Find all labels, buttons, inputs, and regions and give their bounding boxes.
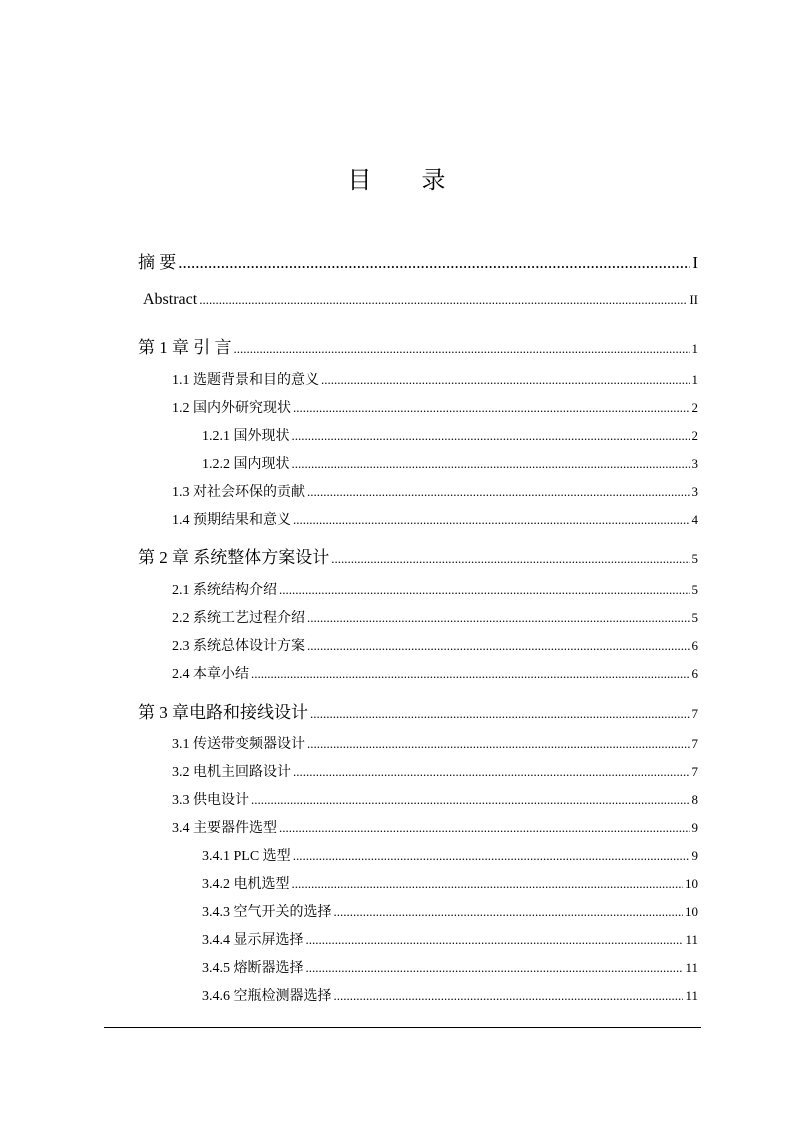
toc-entry-page: 5 — [691, 551, 698, 566]
toc-entry-page: 11 — [685, 960, 698, 975]
toc-leader — [307, 484, 690, 500]
toc-leader — [334, 988, 684, 1004]
toc-entry-3-2[interactable] — [172, 761, 698, 781]
toc-entry-label: 3.1 传送带变频器设计 — [172, 737, 305, 752]
toc-leader — [331, 551, 689, 567]
toc-leader — [307, 610, 690, 626]
toc-leader — [307, 638, 690, 654]
toc-entry-label: 第 1 章 引 言 — [138, 338, 232, 357]
toc-entry-label: 2.2 系统工艺过程介绍 — [172, 611, 305, 626]
toc-leader — [251, 792, 690, 808]
toc-entry-3-1[interactable] — [172, 733, 698, 753]
toc-entry-page: 5 — [691, 610, 698, 625]
toc-entry-page: II — [689, 292, 698, 307]
toc-entry-page: 10 — [685, 904, 698, 919]
toc-leader — [234, 341, 690, 357]
toc-entry-label: Abstract — [143, 291, 198, 308]
toc-entry-page: 10 — [685, 876, 698, 891]
toc-entry-page: 6 — [691, 666, 698, 681]
toc-entry-label: 第 3 章电路和接线设计 — [138, 703, 308, 722]
toc-entry-page: 9 — [691, 820, 698, 835]
toc-entry-page: 7 — [691, 764, 698, 779]
toc-leader — [306, 932, 684, 948]
toc-entry-3-4-4[interactable] — [202, 929, 698, 949]
toc-entry-3-4-5[interactable] — [202, 957, 698, 977]
toc-entry-page: 9 — [691, 848, 698, 863]
toc-entry-1-4[interactable] — [172, 509, 698, 529]
toc-entry-label: 摘 要 — [138, 253, 177, 272]
toc-leader — [307, 736, 690, 752]
toc-entry-label: 1.2.1 国外现状 — [202, 429, 290, 444]
toc-title-right: 录 — [421, 168, 446, 194]
toc-entry-label: 3.4.4 显示屏选择 — [202, 933, 304, 948]
toc-leader — [334, 904, 684, 920]
toc-entry-page: 1 — [691, 372, 698, 387]
toc-entry-page: 8 — [691, 792, 698, 807]
toc-leader — [292, 456, 690, 472]
toc-entry-label: 3.4.3 空气开关的选择 — [202, 905, 332, 920]
toc-entry-label: 3.4 主要器件选型 — [172, 821, 277, 836]
toc-entry-page: 1 — [691, 341, 698, 356]
toc-leader — [293, 848, 690, 864]
toc-entry-label: 3.3 供电设计 — [172, 793, 249, 808]
toc-entry-chapter-3[interactable] — [138, 698, 698, 723]
toc-entry-chapter-1[interactable] — [138, 333, 698, 358]
toc-entry-page: 6 — [691, 638, 698, 653]
toc-entry-page: 2 — [691, 428, 698, 443]
toc-entry-label: 1.1 选题背景和目的意义 — [172, 373, 319, 388]
toc-entry-page: 11 — [685, 932, 698, 947]
toc-entry-3-4[interactable] — [172, 817, 698, 837]
toc-title-left: 目 — [347, 168, 372, 194]
toc-entry-1-3[interactable] — [172, 481, 698, 501]
toc-entry-page: 2 — [691, 400, 698, 415]
toc-entry-label: 2.1 系统结构介绍 — [172, 583, 277, 598]
toc-entry-abstract-cn[interactable] — [138, 248, 698, 273]
toc-entry-label: 2.3 系统总体设计方案 — [172, 639, 305, 654]
toc-entry-3-4-2[interactable] — [202, 873, 698, 893]
toc-leader — [293, 400, 690, 416]
toc-entry-1-2[interactable] — [172, 397, 698, 417]
toc-leader — [293, 764, 690, 780]
toc-entry-label: 3.4.1 PLC 选型 — [202, 849, 291, 864]
toc-entry-1-1[interactable] — [172, 369, 698, 389]
toc-leader — [279, 582, 690, 598]
toc-entry-label: 3.2 电机主回路设计 — [172, 765, 291, 780]
toc-entry-1-2-1[interactable] — [202, 425, 698, 445]
toc-entry-2-4[interactable] — [172, 663, 698, 683]
toc-leader — [178, 253, 690, 273]
toc-entry-page: 7 — [691, 736, 698, 751]
footer-rule — [104, 1027, 701, 1028]
toc-entry-page: 5 — [691, 582, 698, 597]
toc-entry-page: 11 — [685, 988, 698, 1003]
toc-entry-label: 1.3 对社会环保的贡献 — [172, 485, 305, 500]
toc-entry-2-2[interactable] — [172, 607, 698, 627]
toc-entry-page: 4 — [691, 512, 698, 527]
toc-leader — [251, 666, 690, 682]
toc-entry-3-4-1[interactable] — [202, 845, 698, 865]
toc-entry-abstract-en[interactable] — [143, 291, 698, 309]
toc-entry-label: 1.2 国内外研究现状 — [172, 401, 291, 416]
toc-entry-3-4-6[interactable] — [202, 985, 698, 1005]
toc-leader — [292, 428, 690, 444]
toc-leader — [310, 706, 690, 722]
toc-entry-page: 7 — [691, 706, 698, 721]
toc-entry-page: 3 — [691, 456, 698, 471]
toc-leader — [306, 960, 684, 976]
toc-entry-page: 3 — [691, 484, 698, 499]
toc-leader — [293, 512, 690, 528]
toc-leader — [199, 292, 687, 308]
toc-entry-label: 3.4.6 空瓶检测器选择 — [202, 989, 332, 1004]
toc-entry-2-1[interactable] — [172, 579, 698, 599]
toc-entry-3-3[interactable] — [172, 789, 698, 809]
toc-leader — [292, 876, 684, 892]
toc-leader — [321, 372, 690, 388]
toc-entry-page: I — [692, 253, 698, 272]
toc-entry-label: 3.4.5 熔断器选择 — [202, 961, 304, 976]
toc-entry-2-3[interactable] — [172, 635, 698, 655]
toc-entry-label: 第 2 章 系统整体方案设计 — [138, 548, 330, 567]
toc-entry-label: 1.4 预期结果和意义 — [172, 513, 291, 528]
toc-entry-label: 2.4 本章小结 — [172, 667, 249, 682]
toc-entry-1-2-2[interactable] — [202, 453, 698, 473]
toc-entry-label: 3.4.2 电机选型 — [202, 877, 290, 892]
toc-entry-chapter-2[interactable] — [138, 543, 698, 568]
toc-entry-label: 1.2.2 国内现状 — [202, 457, 290, 472]
toc-entry-3-4-3[interactable] — [202, 901, 698, 921]
toc-leader — [279, 820, 690, 836]
